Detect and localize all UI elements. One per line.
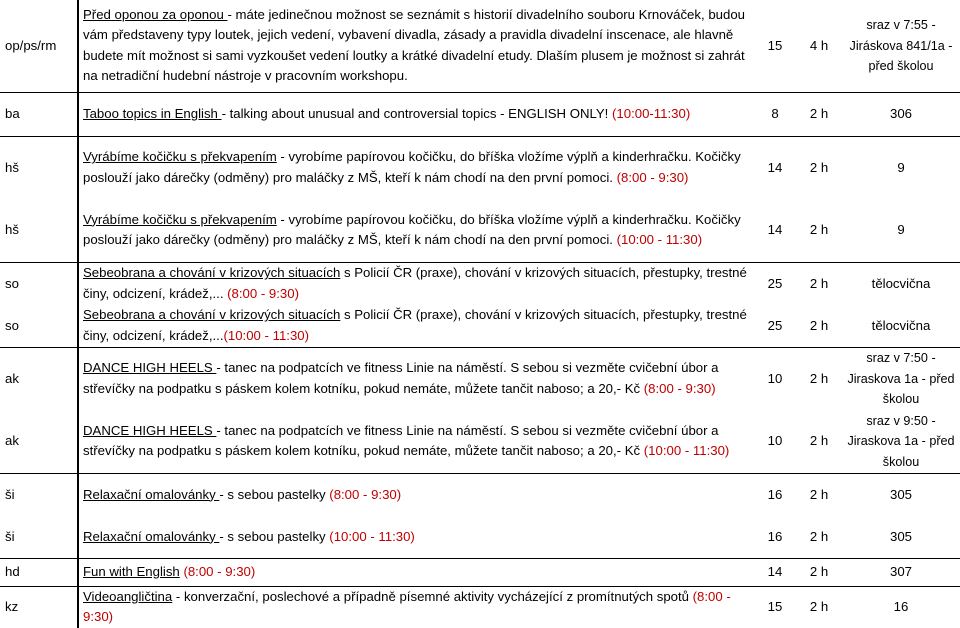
row-time: (8:00 - 9:30) — [329, 486, 402, 502]
row-room: tělocvična — [871, 317, 931, 333]
table-row — [0, 305, 960, 347]
row-capacity: 25 — [754, 262, 796, 305]
row-capacity: 14 — [767, 222, 783, 237]
row-hours: 2 h — [796, 586, 842, 628]
row-title: Vyrábíme kočičku s překvapením — [83, 211, 277, 227]
row-capacity: 15 — [767, 37, 783, 53]
row-desc: - máte jedinečnou možnost se seznámit s historií divadelního souboru Krnováček, budou vám představeny typy loutek, jejich vedení, vybavení divadla, zásady a pravidla divadelní inscenace, ale hlavně budete mít možnost si sami vyzkoušet vedení loutky a krátké divadelní etudy. Dlaším plusem je možnost si zahrát na netradiční hudební nástroje v pracovním workshopu. — [83, 6, 745, 84]
row-capacity: 14 — [754, 558, 796, 586]
row-code: hš — [0, 199, 78, 262]
row-code: op/ps/rm — [0, 0, 78, 92]
row-title: Taboo topics in English — [83, 105, 222, 121]
row-title: Sebeobrana a chování v krizových situacích — [83, 265, 341, 281]
row-code: hš — [0, 136, 78, 199]
row-description — [78, 347, 754, 410]
table-row — [0, 0, 960, 92]
row-time: (10:00 - 11:30) — [643, 443, 730, 459]
row-time: (8:00 - 9:30) — [643, 380, 716, 396]
row-description — [78, 136, 754, 199]
row-title: Vyrábíme kočičku s překvapením — [83, 149, 277, 165]
table-row — [0, 558, 960, 586]
row-title: Před oponou za oponou — [83, 6, 228, 22]
row-capacity: 10 — [767, 433, 783, 448]
row-capacity: 10 — [754, 347, 796, 410]
row-room: 305 — [842, 473, 960, 516]
row-capacity: 16 — [767, 528, 783, 544]
row-title: DANCE HIGH HEELS — [83, 360, 217, 376]
row-desc: - s sebou pastelky — [219, 486, 330, 502]
row-room: 16 — [842, 586, 960, 628]
row-desc: - vyrobíme papírovou kočičku, do bříška vložíme výplň a kinderhračku. Kočičky poslouží jako dárečky (odměny) pro maláčky z MŠ, kteří k nám chodí na den první pomoci. — [83, 211, 741, 248]
row-title: DANCE HIGH HEELS — [83, 422, 217, 438]
row-code: hd — [0, 558, 78, 586]
row-room: sraz v 7:50 - Jiraskova 1a - před školou — [842, 347, 960, 410]
row-code: ši — [0, 516, 78, 558]
row-hours: 2 h — [809, 433, 829, 448]
row-capacity: 8 — [754, 92, 796, 136]
row-desc: - konverzační, poslechové a případně písemné aktivity vycházející z promítnutých spotů — [172, 588, 693, 604]
row-room: 9 — [842, 136, 960, 199]
table-row — [0, 262, 960, 305]
row-time: (8:00 - 9:30) — [183, 563, 256, 579]
row-description — [78, 473, 754, 516]
row-capacity: 16 — [754, 473, 796, 516]
row-title: Videoangličtina — [83, 588, 173, 604]
row-desc: - tanec na podpatcích ve fitness Linie na náměstí. S sebou si vezměte cvičební úbor a střevíčky na podpatku s páskem kolem kotníku, pokud nemáte, můžete tančit naboso; a 20,- Kč — [83, 360, 719, 396]
row-hours: 2 h — [796, 473, 842, 516]
row-hours: 2 h — [796, 347, 842, 410]
row-room: 9 — [897, 222, 905, 237]
table-row — [0, 199, 960, 262]
row-room: 305 — [889, 528, 912, 544]
row-description — [78, 410, 754, 473]
row-description — [78, 0, 754, 92]
row-time: (10:00 - 11:30) — [616, 232, 703, 248]
row-time: (8:00 - 9:30) — [616, 169, 689, 185]
table-row — [0, 473, 960, 516]
row-hours: 2 h — [796, 92, 842, 136]
row-code: ba — [0, 92, 78, 136]
table-row — [0, 136, 960, 199]
table-row — [0, 516, 960, 558]
row-room: 307 — [842, 558, 960, 586]
row-capacity: 25 — [767, 317, 783, 333]
row-code: ši — [0, 473, 78, 516]
row-time: (8:00 - 9:30) — [227, 285, 299, 301]
row-time: (10:00 - 11:30) — [223, 327, 310, 343]
row-room: sraz v 9:50 - Jiraskova 1a - před školou — [847, 413, 955, 469]
row-code: kz — [0, 586, 78, 628]
table-row — [0, 410, 960, 473]
row-code: ak — [0, 410, 78, 473]
row-capacity: 14 — [754, 136, 796, 199]
row-hours: 4 h — [809, 37, 829, 53]
row-capacity: 15 — [754, 586, 796, 628]
row-hours: 2 h — [809, 528, 829, 544]
row-title: Fun with English — [83, 563, 180, 579]
row-description — [78, 305, 754, 347]
row-description — [78, 558, 754, 586]
row-time: (8:00 - 9:30) — [83, 588, 731, 625]
row-room: sraz v 7:55 - Jiráskova 841/1a - před školou — [849, 18, 953, 73]
row-title: Sebeobrana a chování v krizových situacích — [83, 307, 341, 323]
row-hours: 2 h — [796, 558, 842, 586]
row-hours: 2 h — [796, 262, 842, 305]
row-desc: - tanec na podpatcích ve fitness Linie na náměstí. S sebou si vezměte cvičební úbor a střevíčky na podpatku s páskem kolem kotníku, pokud nemáte, můžete tančit naboso; a 20,- Kč — [83, 422, 719, 459]
row-description — [78, 262, 754, 305]
row-description — [78, 199, 754, 262]
row-room: 306 — [842, 92, 960, 136]
row-desc: - vyrobíme papírovou kočičku, do bříška vložíme výplň a kinderhračku. Kočičky poslouží jako dárečky (odměny) pro maláčky z MŠ, kteří k nám chodí na den první pomoci. — [83, 149, 741, 185]
row-desc: s Policií ČR (praxe), chování v krizových situacích, přestupky, trestné činy, odcizení, krádež,... — [83, 307, 747, 343]
row-code: so — [0, 305, 78, 347]
row-desc: - talking about unusual and controversial topics - ENGLISH ONLY! — [221, 105, 613, 121]
row-hours: 2 h — [809, 222, 829, 237]
table-row — [0, 92, 960, 136]
row-description — [78, 92, 754, 136]
row-hours: 2 h — [809, 317, 829, 333]
row-desc: s Policií ČR (praxe), chování v krizových situacích, přestupky, trestné činy, odcizení, krádež,... — [83, 265, 747, 301]
row-code: ak — [0, 347, 78, 410]
row-time: (10:00 - 11:30) — [329, 528, 415, 544]
row-code: so — [0, 262, 78, 305]
row-desc: - s sebou pastelky — [219, 528, 330, 544]
row-title: Relaxační omalovánky — [83, 486, 220, 502]
row-room: tělocvična — [842, 262, 960, 305]
row-title: Relaxační omalovánky — [83, 528, 220, 544]
row-description — [78, 516, 754, 558]
row-time: (10:00-11:30) — [612, 105, 691, 121]
row-hours: 2 h — [796, 136, 842, 199]
table-row — [0, 347, 960, 410]
